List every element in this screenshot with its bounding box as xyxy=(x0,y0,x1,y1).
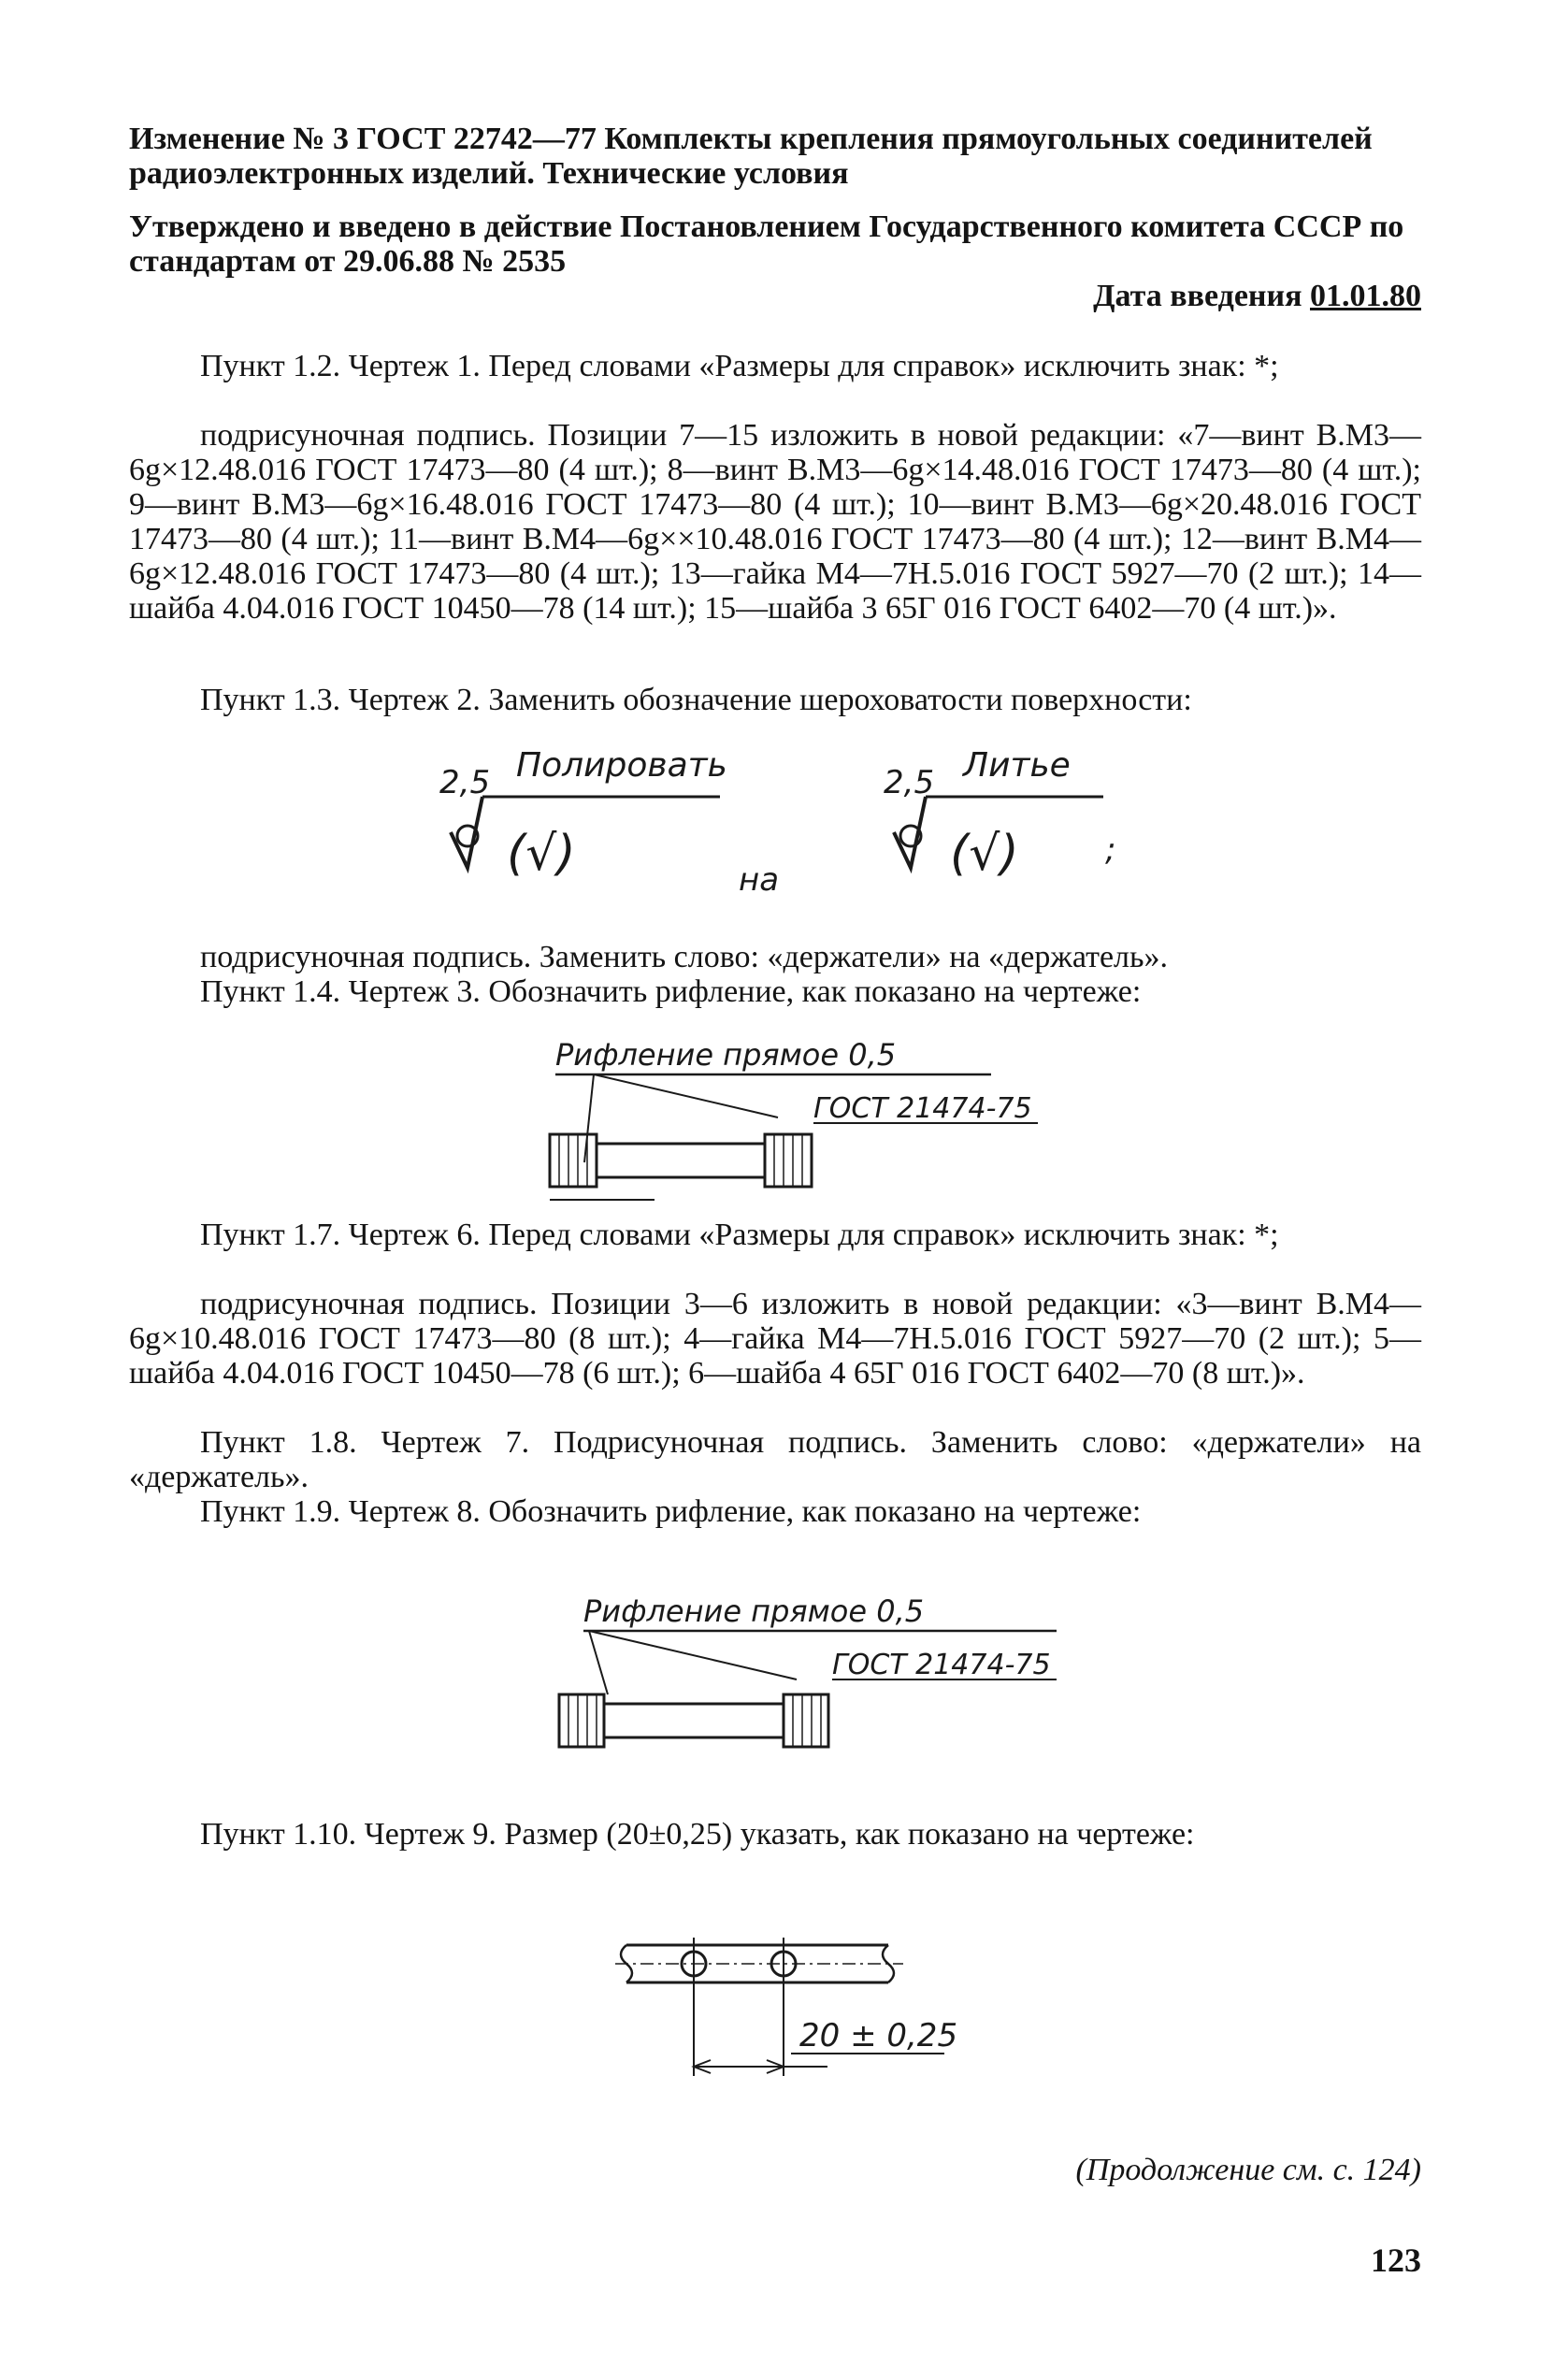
roughness-symbols-figure xyxy=(439,739,1150,907)
knurl-1-label: Рифление прямое 0,5 xyxy=(555,1037,897,1073)
item-1-2-drawing-1: Пункт 1.2. Чертеж 1. Перед словами «Размеры для справок» исключить знак: *; xyxy=(200,349,1279,383)
effective-date xyxy=(129,279,1421,313)
page-number: 123 xyxy=(1371,2241,1421,2279)
knurl-2-left-knurled-end xyxy=(559,1694,604,1747)
knurl-2-right-knurled-end xyxy=(784,1694,828,1747)
item-1-7-caption: подрисуночная подпись. Позиции 3—6 изложить в новой редакции: «3—винт В.М4—6g×10.48.016 ГОСТ 17473—80 (8 шт.); 4—гайка М4—7Н.5.016 ГОСТ 5927—70 (2 шт.); 5—шайба 4.04.016 ГОСТ 10450—78 (6 шт.); 6—шайба 4 65Г 016 ГОСТ 6402—70 (8 шт.)». xyxy=(129,1287,1421,1391)
item-1-4-drawing-3: Пункт 1.4. Чертеж 3. Обозначить рифление, как показано на чертеже: xyxy=(200,974,1142,1009)
item-1-9-drawing-8: Пункт 1.9. Чертеж 8. Обозначить рифление, как показано на чертеже: xyxy=(200,1494,1142,1529)
knurl-figure-2 xyxy=(552,1590,1075,1767)
item-1-2-caption: подрисуночная подпись. Позиции 7—15 изложить в новой редакции: «7—винт В.М3—6g×12.48.016 ГОСТ 17473—80 (4 шт.); 8—винт В.М3—6g×14.48.016 ГОСТ 17473—80 (4 шт.); 9—винт В.М3—6g×16.48.016 ГОСТ 17473—80 (4 шт.); 10—винт В.М3—6g×20.48.016 ГОСТ 17473—80 (4 шт.); 11—винт В.М4—6g××10.48.016 ГОСТ 17473—80 (4 шт.); 12—винт В.М4—6g×12.48.016 ГОСТ 17473—80 (4 шт.); 13—гайка М4—7Н.5.016 ГОСТ 5927—70 (2 шт.); 14—шайба 4.04.016 ГОСТ 10450—78 (14 шт.); 15—шайба 3 65Г 016 ГОСТ 6402—70 (4 шт.)». xyxy=(129,418,1421,626)
roughness-value-left: 2,5 xyxy=(439,764,491,801)
roughness-note-cast: Литье xyxy=(963,746,1071,785)
knurl-1-standard: ГОСТ 21474-75 xyxy=(813,1092,1032,1125)
knurl-1-left-knurled-end xyxy=(550,1134,597,1187)
knurl-2-standard: ГОСТ 21474-75 xyxy=(832,1649,1051,1681)
item-1-8-drawing-7: Пункт 1.8. Чертеж 7. Подрисуночная подпись. Заменить слово: «держатели» на «держатель». xyxy=(129,1425,1421,1494)
effective-date-label: Дата введения xyxy=(1093,279,1302,313)
item-1-3-caption: подрисуночная подпись. Заменить слово: «держатели» на «держатель». xyxy=(200,940,1169,974)
knurl-1-right-knurled-end xyxy=(765,1134,812,1187)
roughness-trailing: ; xyxy=(1105,831,1116,869)
item-1-7-drawing-6: Пункт 1.7. Чертеж 6. Перед словами «Размеры для справок» исключить знак: *; xyxy=(200,1218,1279,1252)
roughness-bracket-right: (√) xyxy=(950,826,1019,882)
dimension-label: 20 ± 0,25 xyxy=(799,2017,958,2054)
dimension-figure xyxy=(608,1917,1000,2104)
roughness-connector: на xyxy=(739,861,780,899)
roughness-bracket-left: (√) xyxy=(507,826,576,882)
item-1-10-drawing-9: Пункт 1.10. Чертеж 9. Размер (20±0,25) указать, как показано на чертеже: xyxy=(200,1817,1195,1852)
knurl-figure-1 xyxy=(542,1033,1066,1211)
roughness-note-polish: Полировать xyxy=(516,746,727,785)
approval-statement: Утверждено и введено в действие Постановлением Государственного комитета СССР по стандартам от 29.06.88 № 2535 xyxy=(129,209,1404,279)
roughness-value-right: 2,5 xyxy=(884,764,935,801)
change-title: Изменение № 3 ГОСТ 22742—77 Комплекты крепления прямоугольных соединителей радиоэлектронных изделий. Технические условия xyxy=(129,122,1373,191)
knurl-2-label: Рифление прямое 0,5 xyxy=(583,1593,925,1629)
item-1-3-drawing-2: Пункт 1.3. Чертеж 2. Заменить обозначение шероховатости поверхности: xyxy=(200,683,1192,717)
continuation-note: (Продолжение см. с. 124) xyxy=(1075,2153,1421,2187)
effective-date-value: 01.01.80 xyxy=(1310,279,1421,313)
